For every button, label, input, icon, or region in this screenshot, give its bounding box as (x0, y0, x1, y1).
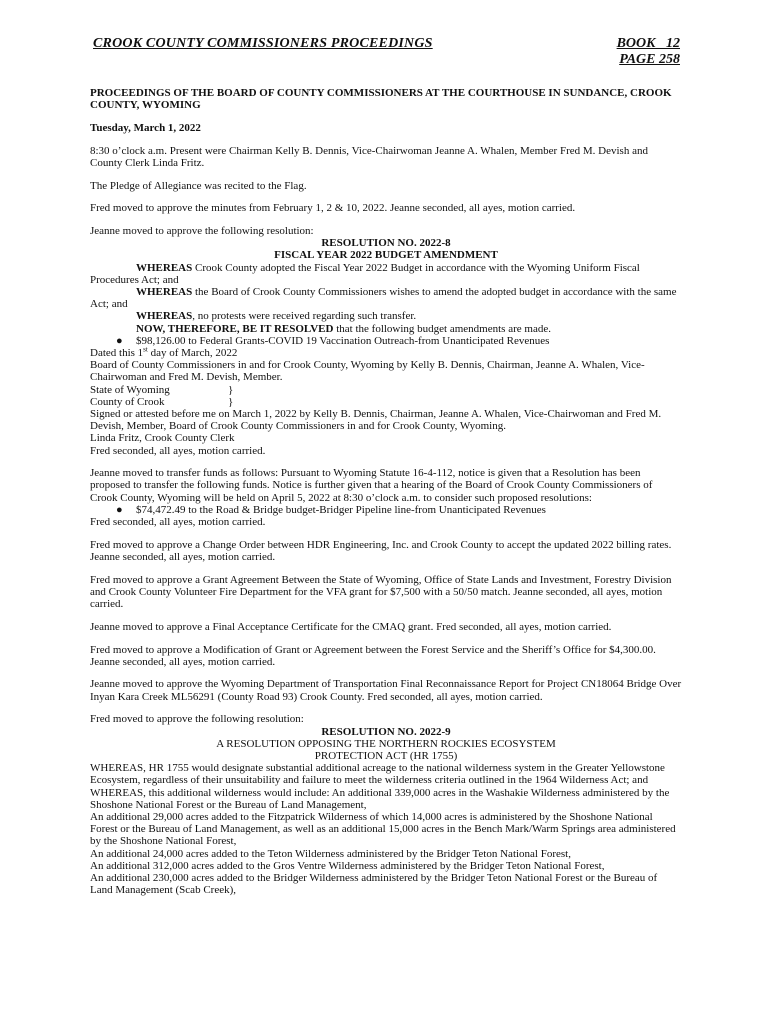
motion-result: Fred seconded, all ayes, motion carried. (90, 444, 266, 457)
whereas-clause: WHEREAS, this additional wilderness would include: An additional 339,000 acres in the Washakie Wilderness administered by the Shoshone National Forest or the Bureau of Land Management, (90, 786, 670, 811)
resolution-intro: Fred moved to approve the following resolution: (90, 713, 304, 726)
wilderness-item: An additional 29,000 acres added to the Fitzpatrick Wilderness of which 14,000 acres is administered by the Shoshone National Forest or the Bureau of Land Management, as well as an additional 15,000 acres in the Bench Mark/Warm Springs area administered by the Shoshone National Forest, (90, 810, 676, 848)
meeting-date: Tuesday, March 1, 2022 (90, 121, 201, 134)
resolution-title: FISCAL YEAR 2022 BUDGET AMENDMENT (274, 249, 498, 262)
transfer-item: ● $74,472.49 to the Road & Bridge budget-Bridger Pipeline line-from Unanticipated Revenues (116, 503, 546, 516)
book-number: BOOK 12 (616, 36, 680, 51)
wilderness-item: An additional 312,000 acres added to the Gros Ventre Wilderness administered by the Bridger Teton National Forest, (90, 859, 605, 872)
bullet-icon: ● (116, 334, 123, 347)
document-title: PROCEEDINGS OF THE BOARD OF COUNTY COMMISSIONERS AT THE COURTHOUSE IN SUNDANCE, CROOK COUNTY, WYOMING (90, 87, 672, 112)
wydot-paragraph: Jeanne moved to approve the Wyoming Department of Transportation Final Reconnaissance Report for Project CN18064 Bridge Over Inyan Kara Creek ML56291 (County Road 93) Crook County. Fred seconded, all ayes, motion carried. (90, 678, 682, 703)
resolution-intro: Jeanne moved to approve the following resolution: (90, 224, 314, 237)
budget-amendment-item: ● $98,126.00 to Federal Grants-COVID 19 Vaccination Outreach-from Unanticipated Revenues (116, 334, 550, 347)
running-header-title: CROOK COUNTY COMMISSIONERS PROCEEDINGS (93, 36, 433, 51)
resolution-title: PROTECTION ACT (HR 1755) (314, 749, 458, 762)
dated-line: Dated this 1st day of March, 2022 (90, 345, 238, 359)
running-header-book-page (617, 36, 680, 68)
resolution-number: RESOLUTION NO. 2022-8 (321, 237, 451, 250)
resolution-number: RESOLUTION NO. 2022-9 (321, 725, 451, 738)
whereas-clause: WHEREAS, HR 1755 would designate substantial additional acreage to the national wilderness system in the Greater Yellowstone Ecosystem, regardless of their unsuitability and failure to meet the wilderness criteria outlined in the 1964 Wilderness Act; and (90, 762, 665, 787)
board-signature-line: Board of County Commissioners in and for Crook County, Wyoming by Kelly B. Dennis, Chairman, Jeanne A. Whalen, Vice-Chairwoman and Fred M. Devish, Member. (90, 359, 645, 384)
page-number: PAGE 258 (619, 52, 680, 67)
attestation-line: Signed or attested before me on March 1, 2022 by Kelly B. Dennis, Chairman, Jeanne A. Whalen, Vice-Chairwoman and Fred M. Devish, Member, Board of Crook County Commissioners in and for Crook County, Wyoming. (90, 407, 662, 433)
change-order-paragraph: Fred moved to approve a Change Order between HDR Engineering, Inc. and Crook County to accept the updated 2022 billing rates. Jeanne seconded, all ayes, motion carried. (90, 538, 672, 563)
county-line: County of Crook } (90, 395, 234, 408)
whereas-clause: WHEREAS, no protests were received regarding such transfer. (136, 310, 417, 323)
minutes-motion-paragraph: Fred moved to approve the minutes from February 1, 2 & 10, 2022. Jeanne seconded, all ayes, motion carried. (90, 202, 576, 215)
whereas-clause: WHEREAS Crook County adopted the Fiscal Year 2022 Budget in accordance with the Wyoming Uniform Fiscal Procedures Act; and (90, 261, 640, 286)
resolution-2022-8 (90, 225, 682, 457)
wilderness-item: An additional 230,000 acres added to the Bridger Wilderness administered by the Bridger Teton National Forest or the Bureau of Land Management (Scab Creek), (90, 871, 658, 897)
motion-result: Fred seconded, all ayes, motion carried. (90, 516, 266, 529)
whereas-clause: WHEREAS the Board of Crook County Commissioners wishes to amend the adopted budget in accordance with the same Act; and (90, 285, 677, 311)
clerk-line: Linda Fritz, Crook County Clerk (90, 432, 235, 445)
grant-agreement-paragraph: Fred moved to approve a Grant Agreement Between the State of Wyoming, Office of State Lands and Investment, Forestry Division and Crook County Volunteer Fire Department for the VFA grant for $7,500 with a 50/50 match. Jeanne seconded, all ayes, motion carried. (90, 573, 672, 611)
forest-service-paragraph: Fred moved to approve a Modification of Grant or Agreement between the Forest Service and the Sheriff’s Office for $4,300.00. Jeanne seconded, all ayes, motion carried. (90, 643, 656, 668)
wilderness-item: An additional 24,000 acres added to the Teton Wilderness administered by the Bridger Teton National Forest, (90, 847, 571, 860)
bullet-icon: ● (116, 503, 123, 516)
attendance-paragraph: 8:30 o’clock a.m. Present were Chairman Kelly B. Dennis, Vice-Chairwoman Jeanne A. Whalen, Member Fred M. Devish and County Clerk Linda Fritz. (90, 144, 648, 169)
document-body (90, 87, 682, 896)
resolution-2022-9 (90, 713, 682, 896)
cmaq-paragraph: Jeanne moved to approve a Final Acceptance Certificate for the CMAQ grant. Fred seconded, all ayes, motion carried. (90, 620, 612, 633)
state-line: State of Wyoming } (90, 383, 234, 396)
transfer-funds-section (90, 467, 682, 528)
resolved-clause: NOW, THEREFORE, BE IT RESOLVED that the following budget amendments are made. (136, 322, 551, 335)
resolution-title: A RESOLUTION OPPOSING THE NORTHERN ROCKIES ECOSYSTEM (216, 737, 556, 750)
pledge-paragraph: The Pledge of Allegiance was recited to the Flag. (90, 179, 307, 192)
transfer-paragraph: Jeanne moved to transfer funds as follows: Pursuant to Wyoming Statute 16-4-112, notice is given that a Resolution has been proposed to transfer the following funds. Notice is further given that a hearing of the Board of Crook County Commissioners of Crook County, Wyoming will be held on April 5, 2022 at 8:30 o’clock a.m. to consider such proposed resolutions: (90, 467, 653, 504)
